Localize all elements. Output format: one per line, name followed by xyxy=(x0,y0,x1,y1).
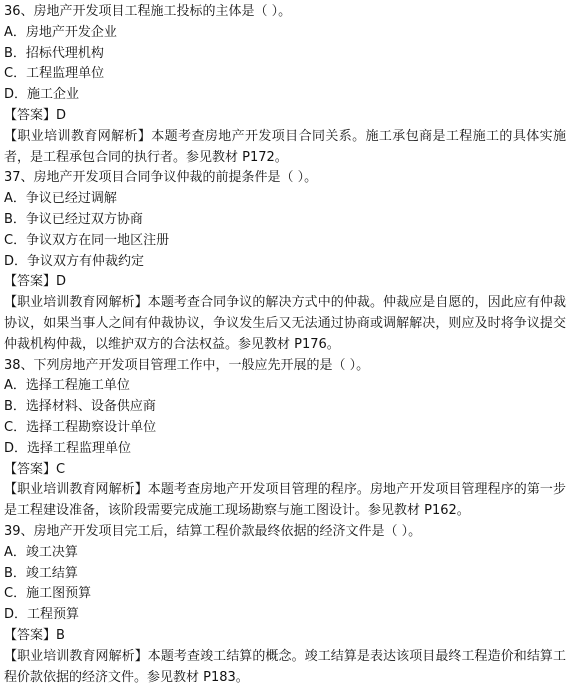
option-d: D．选择工程监理单位 xyxy=(4,440,132,456)
option-b: B．争议已经过双方协商 xyxy=(4,211,143,227)
option-c: C．选择工程勘察设计单位 xyxy=(4,419,157,435)
option-c: C．施工图预算 xyxy=(4,586,92,602)
question-stem: 36、房地产开发项目工程施工投标的主体是（ ）。 xyxy=(4,4,292,19)
question-37 xyxy=(4,168,566,355)
analysis-text: 【职业培训教育网解析】本题考查竣工结算的概念。竣工结算是表达该项目最终工程造价和结算工程价款依据的经济文件。参见教材 P183。 xyxy=(4,648,566,685)
question-38 xyxy=(4,356,566,522)
option-a: A．选择工程施工单位 xyxy=(4,378,130,394)
answer-label: 【答案】B xyxy=(4,627,65,643)
option-d: D．争议双方有仲裁约定 xyxy=(4,253,145,269)
option-b: B．选择材料、设备供应商 xyxy=(4,399,156,415)
option-a: A．房地产开发企业 xyxy=(4,24,117,40)
question-39 xyxy=(4,522,566,688)
option-c: C．工程监理单位 xyxy=(4,66,105,82)
option-c: C．争议双方在同一地区注册 xyxy=(4,232,170,248)
answer-label: 【答案】D xyxy=(4,107,67,123)
option-d: D．工程预算 xyxy=(4,607,80,623)
analysis-text: 【职业培训教育网解析】本题考查合同争议的解决方式中的仲裁。仲裁应是自愿的，因此应有仲裁协议，如果当事人之间有仲裁协议，争议发生后又无法通过协商或调解解决，则应及时将争议提交仲裁机构仲裁，以维护双方的合法权益。参见教材 P176。 xyxy=(4,295,566,352)
question-36 xyxy=(4,2,566,168)
analysis-text: 【职业培训教育网解析】本题考查房地产开发项目管理的程序。房地产开发项目管理程序的第一步是工程建设准备，该阶段需要完成施工现场勘察与施工图设计。参见教材 P162。 xyxy=(4,482,566,519)
question-stem: 39、房地产开发项目完工后，结算工程价款最终依据的经济文件是（ ）。 xyxy=(4,523,422,539)
option-a: A．竣工决算 xyxy=(4,544,78,560)
option-a: A．争议已经过调解 xyxy=(4,191,117,207)
question-stem: 38、下列房地产开发项目管理工作中，一般应先开展的是（ ）。 xyxy=(4,357,370,373)
option-b: B．招标代理机构 xyxy=(4,45,104,61)
answer-label: 【答案】D xyxy=(4,274,67,290)
option-d: D．施工企业 xyxy=(4,87,80,103)
answer-label: 【答案】C xyxy=(4,461,66,477)
option-b: B．竣工结算 xyxy=(4,565,78,581)
analysis-text: 【职业培训教育网解析】本题考查房地产开发项目合同关系。施工承包商是工程施工的具体实施者，是工程承包合同的执行者。参见教材 P172。 xyxy=(4,128,566,165)
question-stem: 37、房地产开发项目合同争议仲裁的前提条件是（ ）。 xyxy=(4,170,318,186)
